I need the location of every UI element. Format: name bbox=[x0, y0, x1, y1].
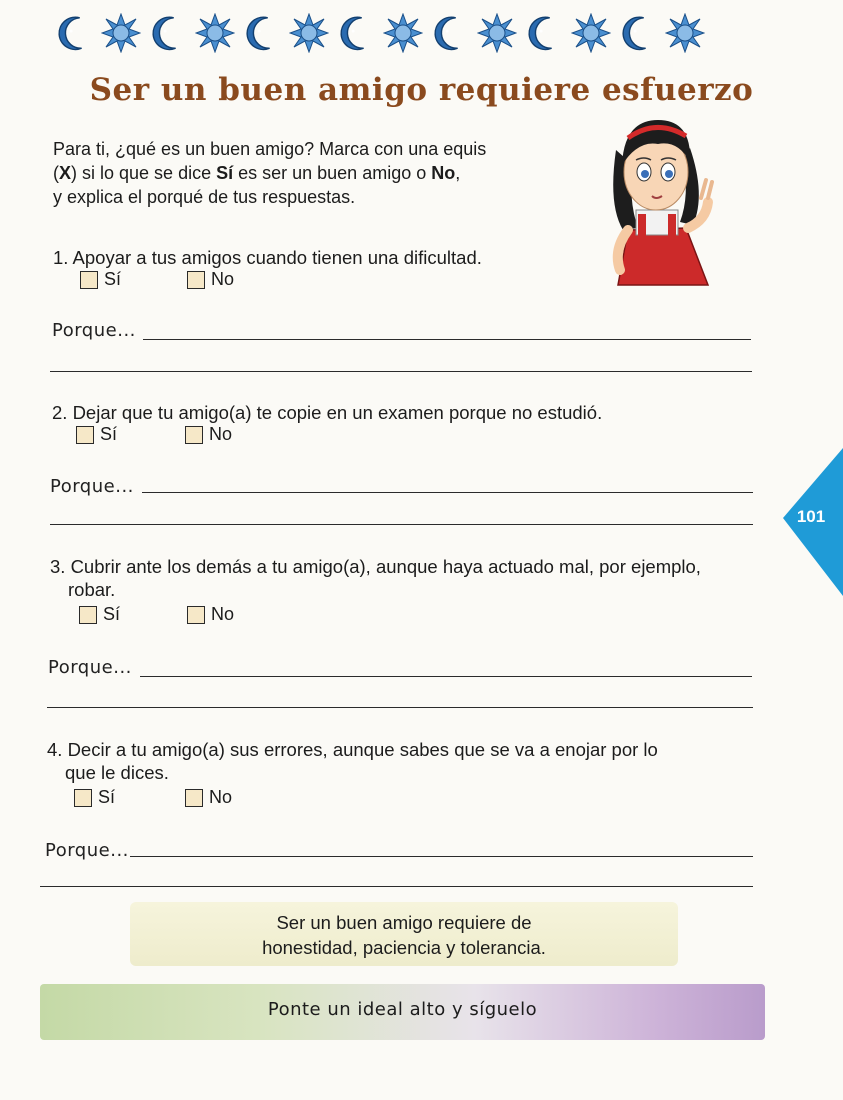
option-no-q3[interactable] bbox=[187, 604, 234, 625]
question-2: 2. Dejar que tu amigo(a) te copie en un examen porque no estudió. bbox=[52, 402, 603, 423]
answer-line[interactable] bbox=[50, 524, 753, 525]
answer-line[interactable] bbox=[130, 856, 753, 857]
option-label: No bbox=[209, 424, 233, 444]
porque-label: Porque... bbox=[45, 840, 129, 861]
text: ( bbox=[53, 163, 59, 183]
note-line-1: Ser un buen amigo requiere de bbox=[276, 912, 532, 933]
answer-line[interactable] bbox=[142, 492, 753, 493]
option-label: Sí bbox=[100, 424, 118, 444]
sun-icon bbox=[665, 13, 705, 53]
option-label: No bbox=[209, 787, 233, 807]
sun-icon bbox=[383, 13, 423, 53]
checkbox-no[interactable] bbox=[187, 271, 205, 289]
option-no-q4[interactable] bbox=[185, 787, 232, 808]
porque-label: Porque... bbox=[50, 476, 134, 497]
checkbox-si[interactable] bbox=[74, 789, 92, 807]
text: Sí bbox=[216, 163, 234, 183]
motto-text: Ponte un ideal alto y síguelo bbox=[267, 999, 538, 1020]
page-title: Ser un buen amigo requiere esfuerzo bbox=[89, 72, 754, 108]
moon-icon bbox=[525, 13, 563, 53]
answer-line[interactable] bbox=[47, 707, 753, 708]
instructions bbox=[53, 137, 533, 209]
answer-line[interactable] bbox=[140, 676, 752, 677]
option-no-q1[interactable] bbox=[187, 269, 234, 290]
checkbox-no[interactable] bbox=[187, 606, 205, 624]
note-text bbox=[130, 910, 678, 960]
checkbox-si[interactable] bbox=[79, 606, 97, 624]
question-4-line-1: 4. Decir a tu amigo(a) sus errores, aunque sabes que se va a enojar por lo bbox=[47, 739, 658, 760]
moon-icon bbox=[619, 13, 657, 53]
option-si-q2[interactable] bbox=[76, 424, 117, 445]
question-1: 1. Apoyar a tus amigos cuando tienen una dificultad. bbox=[53, 247, 482, 268]
sun-icon bbox=[101, 13, 141, 53]
sun-icon bbox=[571, 13, 611, 53]
note-line-2: honestidad, paciencia y tolerancia. bbox=[262, 937, 546, 958]
text: , bbox=[455, 163, 461, 183]
moon-icon bbox=[431, 13, 469, 53]
porque-label: Porque... bbox=[52, 320, 136, 341]
instructions-line-2 bbox=[53, 161, 533, 185]
moon-icon bbox=[55, 13, 93, 53]
option-label: Sí bbox=[98, 787, 116, 807]
option-no-q2[interactable] bbox=[185, 424, 232, 445]
moon-icon bbox=[337, 13, 375, 53]
text: es ser un buen amigo o bbox=[233, 163, 432, 183]
question-4-line-2: que le dices. bbox=[65, 762, 169, 783]
option-label: No bbox=[211, 269, 235, 289]
text: No bbox=[431, 163, 456, 183]
girl-illustration bbox=[598, 110, 723, 288]
option-label: Sí bbox=[103, 604, 121, 624]
sun-icon bbox=[195, 13, 235, 53]
checkbox-no[interactable] bbox=[185, 789, 203, 807]
question-3-line-1: 3. Cubrir ante los demás a tu amigo(a), aunque haya actuado mal, por ejemplo, bbox=[50, 556, 701, 577]
instructions-line-3: y explica el porqué de tus respuestas. bbox=[53, 187, 356, 207]
page-number: 101 bbox=[796, 507, 826, 526]
answer-line[interactable] bbox=[50, 371, 752, 372]
text: ) si lo que se dice bbox=[71, 163, 217, 183]
option-label: No bbox=[211, 604, 235, 624]
checkbox-si[interactable] bbox=[80, 271, 98, 289]
decorative-border bbox=[55, 10, 755, 56]
option-si-q1[interactable] bbox=[80, 269, 121, 290]
instructions-line-1: Para ti, ¿qué es un buen amigo? Marca con una equis bbox=[53, 139, 487, 159]
option-si-q3[interactable] bbox=[79, 604, 120, 625]
answer-line[interactable] bbox=[40, 886, 753, 887]
checkbox-no[interactable] bbox=[185, 426, 203, 444]
porque-label: Porque... bbox=[48, 657, 132, 678]
answer-line[interactable] bbox=[143, 339, 751, 340]
question-3 bbox=[50, 555, 701, 601]
text: X bbox=[59, 163, 72, 183]
moon-icon bbox=[243, 13, 281, 53]
option-label: Sí bbox=[104, 269, 122, 289]
question-4 bbox=[47, 738, 658, 784]
checkbox-si[interactable] bbox=[76, 426, 94, 444]
question-3-line-2: robar. bbox=[68, 579, 116, 600]
sun-icon bbox=[289, 13, 329, 53]
moon-icon bbox=[149, 13, 187, 53]
option-si-q4[interactable] bbox=[74, 787, 115, 808]
sun-icon bbox=[477, 13, 517, 53]
